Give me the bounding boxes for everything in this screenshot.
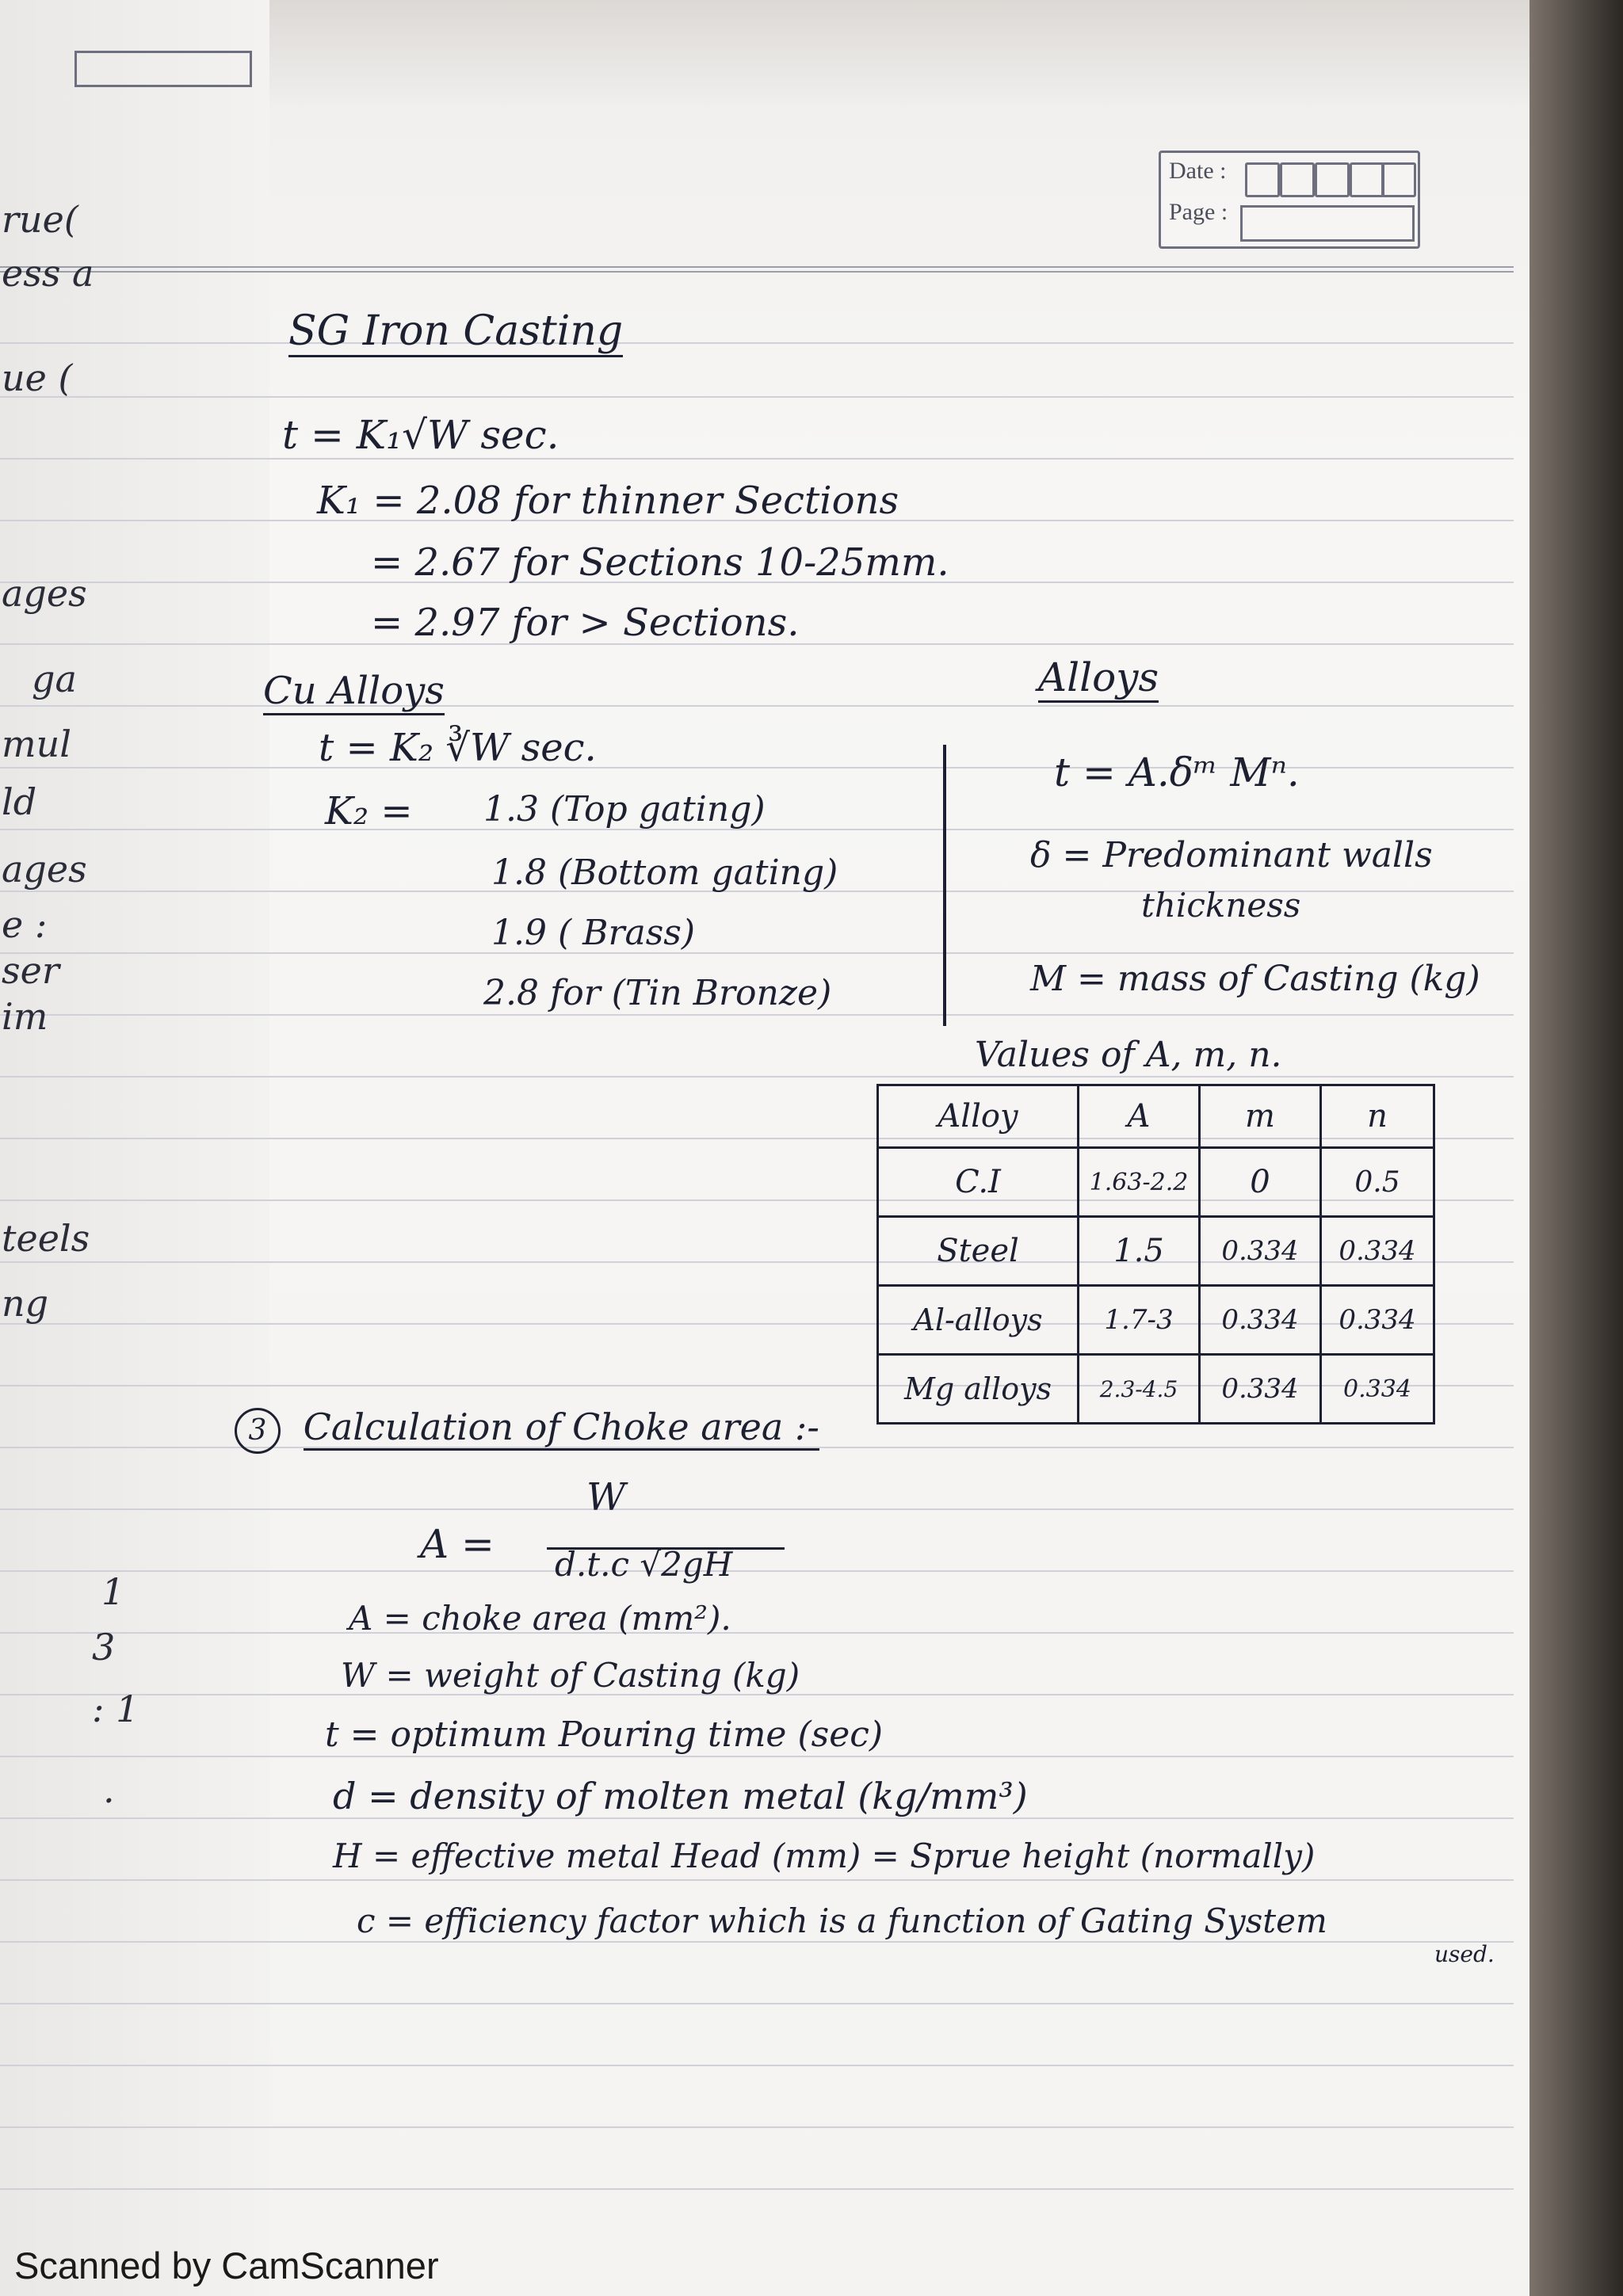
table-cell: C.I <box>878 1148 1079 1217</box>
choke-definition-tail: used. <box>1434 1941 1495 1967</box>
page-corner-stamp <box>74 51 252 87</box>
table-cell: 2.3-4.5 <box>1079 1355 1200 1424</box>
ruled-line <box>0 2003 1514 2004</box>
mass-definition: M = mass of Casting (kg) <box>1030 959 1480 999</box>
date-page-box <box>1159 151 1420 249</box>
date-digit-box <box>1245 162 1280 197</box>
column-divider <box>943 745 946 1026</box>
ruled-line <box>0 1508 1514 1510</box>
margin-fragment: : 1 <box>92 1688 139 1730</box>
table-cell: Al-alloys <box>878 1286 1079 1355</box>
margin-fragment: e : <box>2 903 48 946</box>
table-row <box>878 1286 1434 1355</box>
ruled-line <box>0 1570 1514 1572</box>
table-cell: 0 <box>1200 1148 1321 1217</box>
margin-fragment: ue ( <box>2 357 73 399</box>
choke-definition: W = weight of Casting (kg) <box>341 1656 800 1695</box>
choke-denominator: d.t.c √2gH <box>555 1545 733 1584</box>
ruled-line <box>0 396 1514 398</box>
page-label: Page : <box>1169 199 1228 225</box>
ruled-line <box>0 705 1514 707</box>
ruled-line <box>0 1756 1514 1757</box>
table-row <box>878 1217 1434 1286</box>
alloys-title: Alloys <box>1038 654 1159 703</box>
ruled-line <box>0 1941 1514 1943</box>
k2-value: 1.9 ( Brass) <box>491 913 696 953</box>
table-cell: 0.334 <box>1321 1217 1434 1286</box>
choke-numerator: W <box>586 1475 626 1520</box>
alloys-formula: t = A.δᵐ Mⁿ. <box>1054 749 1300 795</box>
ruled-line <box>0 1817 1514 1819</box>
k1-line-2: = 2.67 for Sections 10-25mm. <box>371 540 949 585</box>
k2-label: K₂ = <box>325 789 413 833</box>
table-cell: 1.63-2.2 <box>1079 1148 1200 1217</box>
table-header-cell: Alloy <box>878 1085 1079 1148</box>
ruled-line <box>0 1076 1514 1077</box>
table-header-cell: n <box>1321 1085 1434 1148</box>
ruled-line <box>0 2188 1514 2190</box>
margin-fragment: ld <box>2 780 37 823</box>
section-number-circle: 3 <box>235 1408 281 1454</box>
ruled-line <box>0 2065 1514 2066</box>
margin-fragment: . <box>103 1768 115 1811</box>
ruled-line <box>0 1632 1514 1634</box>
table-cell: 0.334 <box>1200 1217 1321 1286</box>
margin-fragment: im <box>2 995 48 1038</box>
table-cell: 0.334 <box>1200 1355 1321 1424</box>
values-title: Values of A, m, n. <box>975 1035 1282 1075</box>
ruled-line <box>0 342 1514 344</box>
margin-fragment: ser <box>2 949 59 992</box>
choke-title: Calculation of Choke area :- <box>304 1405 819 1451</box>
table-cell: 0.5 <box>1321 1148 1434 1217</box>
margin-fragment: teels <box>2 1217 90 1260</box>
date-digit-box <box>1280 162 1315 197</box>
delta-definition-cont: thickness <box>1141 886 1301 925</box>
choke-definition: c = efficiency factor which is a function of Gating System <box>357 1901 1327 1940</box>
delta-definition: δ = Predominant walls <box>1030 835 1433 875</box>
table-row <box>878 1355 1434 1424</box>
date-digit-box <box>1315 162 1350 197</box>
table-cell: Steel <box>878 1217 1079 1286</box>
table-cell: Mg alloys <box>878 1355 1079 1424</box>
choke-definition: H = effective metal Head (mm) = Sprue height (normally) <box>333 1836 1316 1875</box>
table-cell: 1.7-3 <box>1079 1286 1200 1355</box>
choke-definition: A = choke area (mm²). <box>349 1599 731 1638</box>
margin-fragment: mul <box>2 723 71 765</box>
cu-alloys-formula: t = K₂ ∛W sec. <box>319 726 597 770</box>
k2-value: 2.8 for (Tin Bronze) <box>483 973 832 1013</box>
choke-definition: d = density of molten metal (kg/mm³) <box>333 1775 1028 1817</box>
top-rule-double <box>0 271 1514 273</box>
table-cell: 0.334 <box>1321 1355 1434 1424</box>
table-header-row <box>878 1085 1434 1148</box>
ruled-line <box>0 2126 1514 2128</box>
margin-fragment: ages <box>2 848 87 891</box>
k1-line-1: K₁ = 2.08 for thinner Sections <box>317 479 899 523</box>
ruled-line <box>0 458 1514 460</box>
paper-right-edge <box>1514 0 1623 2296</box>
choke-heading <box>235 1405 819 1454</box>
table-header-cell: m <box>1200 1085 1321 1148</box>
margin-fragment: ess a <box>2 252 94 295</box>
ruled-line <box>0 1879 1514 1881</box>
k1-line-3: = 2.97 for > Sections. <box>371 601 800 645</box>
table-row <box>878 1148 1434 1217</box>
left-margin-strip <box>0 0 269 2296</box>
date-digit-box <box>1350 162 1384 197</box>
ruled-line <box>0 1014 1514 1016</box>
sg-iron-formula: t = K₁√W sec. <box>282 412 559 458</box>
table-header-cell: A <box>1079 1085 1200 1148</box>
table-cell: 1.5 <box>1079 1217 1200 1286</box>
margin-fragment: rue( <box>2 198 78 241</box>
margin-fragment: ng <box>2 1282 49 1325</box>
table-cell: 0.334 <box>1200 1286 1321 1355</box>
k2-value: 1.8 (Bottom gating) <box>491 852 838 893</box>
top-rule <box>0 266 1514 268</box>
margin-fragment: ages <box>2 572 87 615</box>
margin-fragment: 3 <box>92 1626 116 1669</box>
margin-fragment: ga <box>32 658 77 700</box>
alloy-coefficients-table <box>876 1084 1435 1425</box>
margin-fragment: 1 <box>101 1570 125 1613</box>
date-label: Date : <box>1169 158 1227 184</box>
sg-iron-title: SG Iron Casting <box>288 307 623 357</box>
date-digit-box <box>1381 162 1416 197</box>
k2-value: 1.3 (Top gating) <box>483 789 766 830</box>
choke-definition: t = optimum Pouring time (sec) <box>325 1714 884 1755</box>
cu-alloys-title: Cu Alloys <box>263 669 445 715</box>
ruled-line <box>0 952 1514 954</box>
page-number-box <box>1240 205 1415 242</box>
choke-lhs: A = <box>420 1521 495 1567</box>
table-cell: 0.334 <box>1321 1286 1434 1355</box>
scanner-watermark: Scanned by CamScanner <box>14 2245 439 2286</box>
